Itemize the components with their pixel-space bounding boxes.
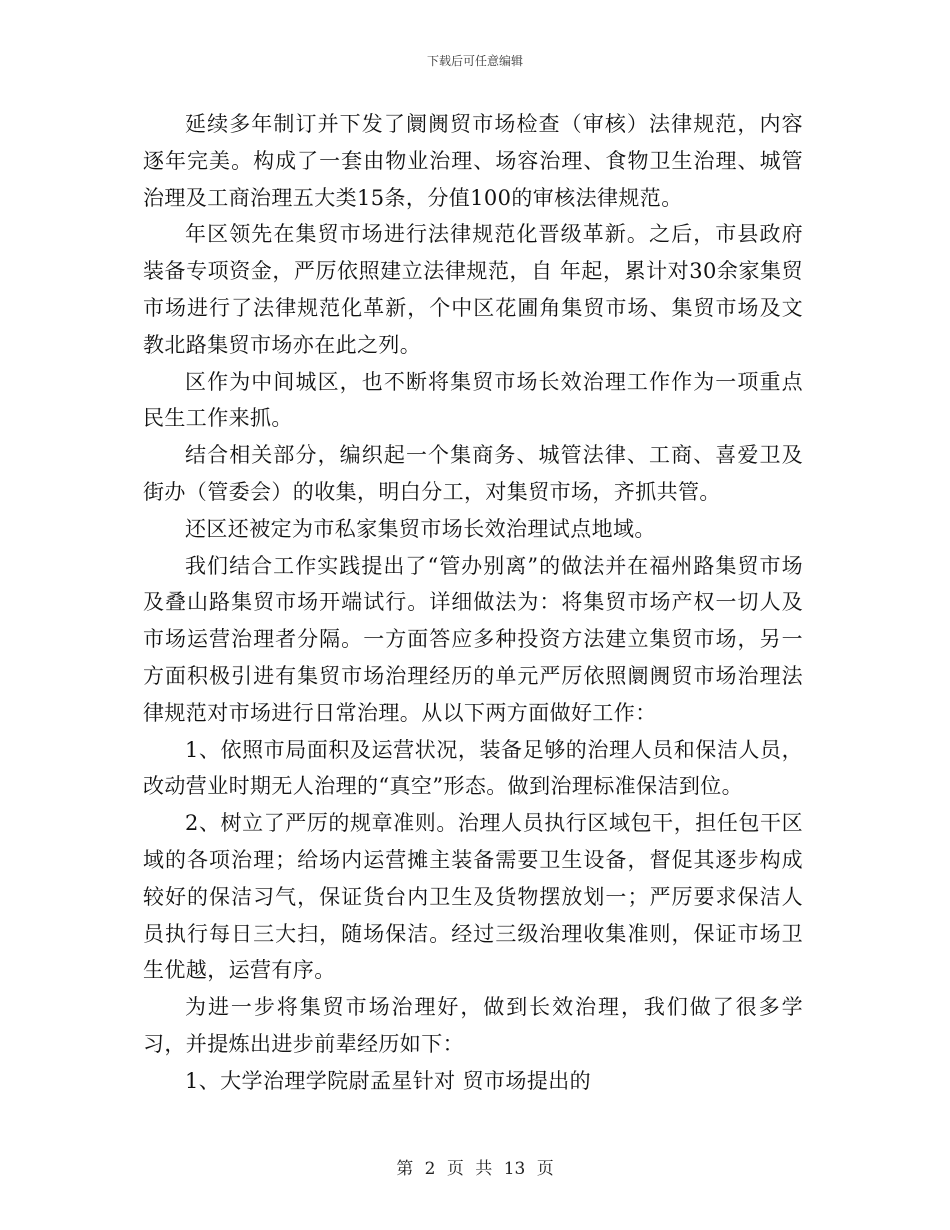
paragraph-4: 结合相关部分，编织起一个集商务、城管法律、工商、喜爱卫及街办（管委会）的收集，明白分工，对集贸市场，齐抓共管。 [143,443,803,504]
paragraph-8: 2、树立了严厉的规章准则。治理人员执行区域包干，担任包干区域的各项治理；给场内运营摊主装备需要卫生设备，督促其逐步构成较好的保洁习气，保证货台内卫生及货物摆放划一；严厉要求保洁人员执行每日三大扫，随场保洁。经过三级治理收集准则，保证市场卫生优越，运营有序。 [143,811,803,983]
paragraph-9: 为进一步将集贸市场治理好，做到长效治理，我们做了很多学习，并提炼出进步前辈经历如下： [143,995,803,1056]
page-number: 第 2 页 共 13 页 [396,1159,554,1179]
document-body [143,106,803,1100]
paragraph-2: 年区领先在集贸市场进行法律规范化晋级革新。之后，市县政府装备专项资金，严厉依照建立法律规范，自 年起，累计对30余家集贸市场进行了法律规范化革新，个中区花圃角集贸市场、集贸市场及文教北路集贸市场亦在此之列。 [143,222,803,357]
paragraph-3: 区作为中间城区，也不断将集贸市场长效治理工作作为一项重点民生工作来抓。 [143,369,803,431]
page-header-note: 下载后可任意编辑 [426,54,523,68]
paragraph-10: 1、大学治理学院尉孟星针对 贸市场提出的 [185,1068,592,1093]
paragraph-5: 还区还被定为市私家集贸市场长效治理试点地域。 [185,516,656,541]
paragraph-1: 延续多年制订并下发了阛阓贸市场检查（审核）法律规范，内容逐年完美。构成了一套由物业治理、场容治理、食物卫生治理、城管治理及工商治理五大类15条，分值100的审核法律规范。 [143,112,803,210]
paragraph-7: 1、依照市局面积及运营状况，装备足够的治理人员和保洁人员，改动营业时期无人治理的“真空”形态。做到治理标准保洁到位。 [143,737,803,799]
paragraph-6: 我们结合工作实践提出了“管办别离”的做法并在福州路集贸市场及叠山路集贸市场开端试行。详细做法为：将集贸市场产权一切人及市场运营治理者分隔。一方面答应多种投资方法建立集贸市场，另一方面积极引进有集贸市场治理经历的单元严厉依照阛阓贸市场治理法律规范对市场进行日常治理。从以下两方面做好工作： [143,553,803,725]
